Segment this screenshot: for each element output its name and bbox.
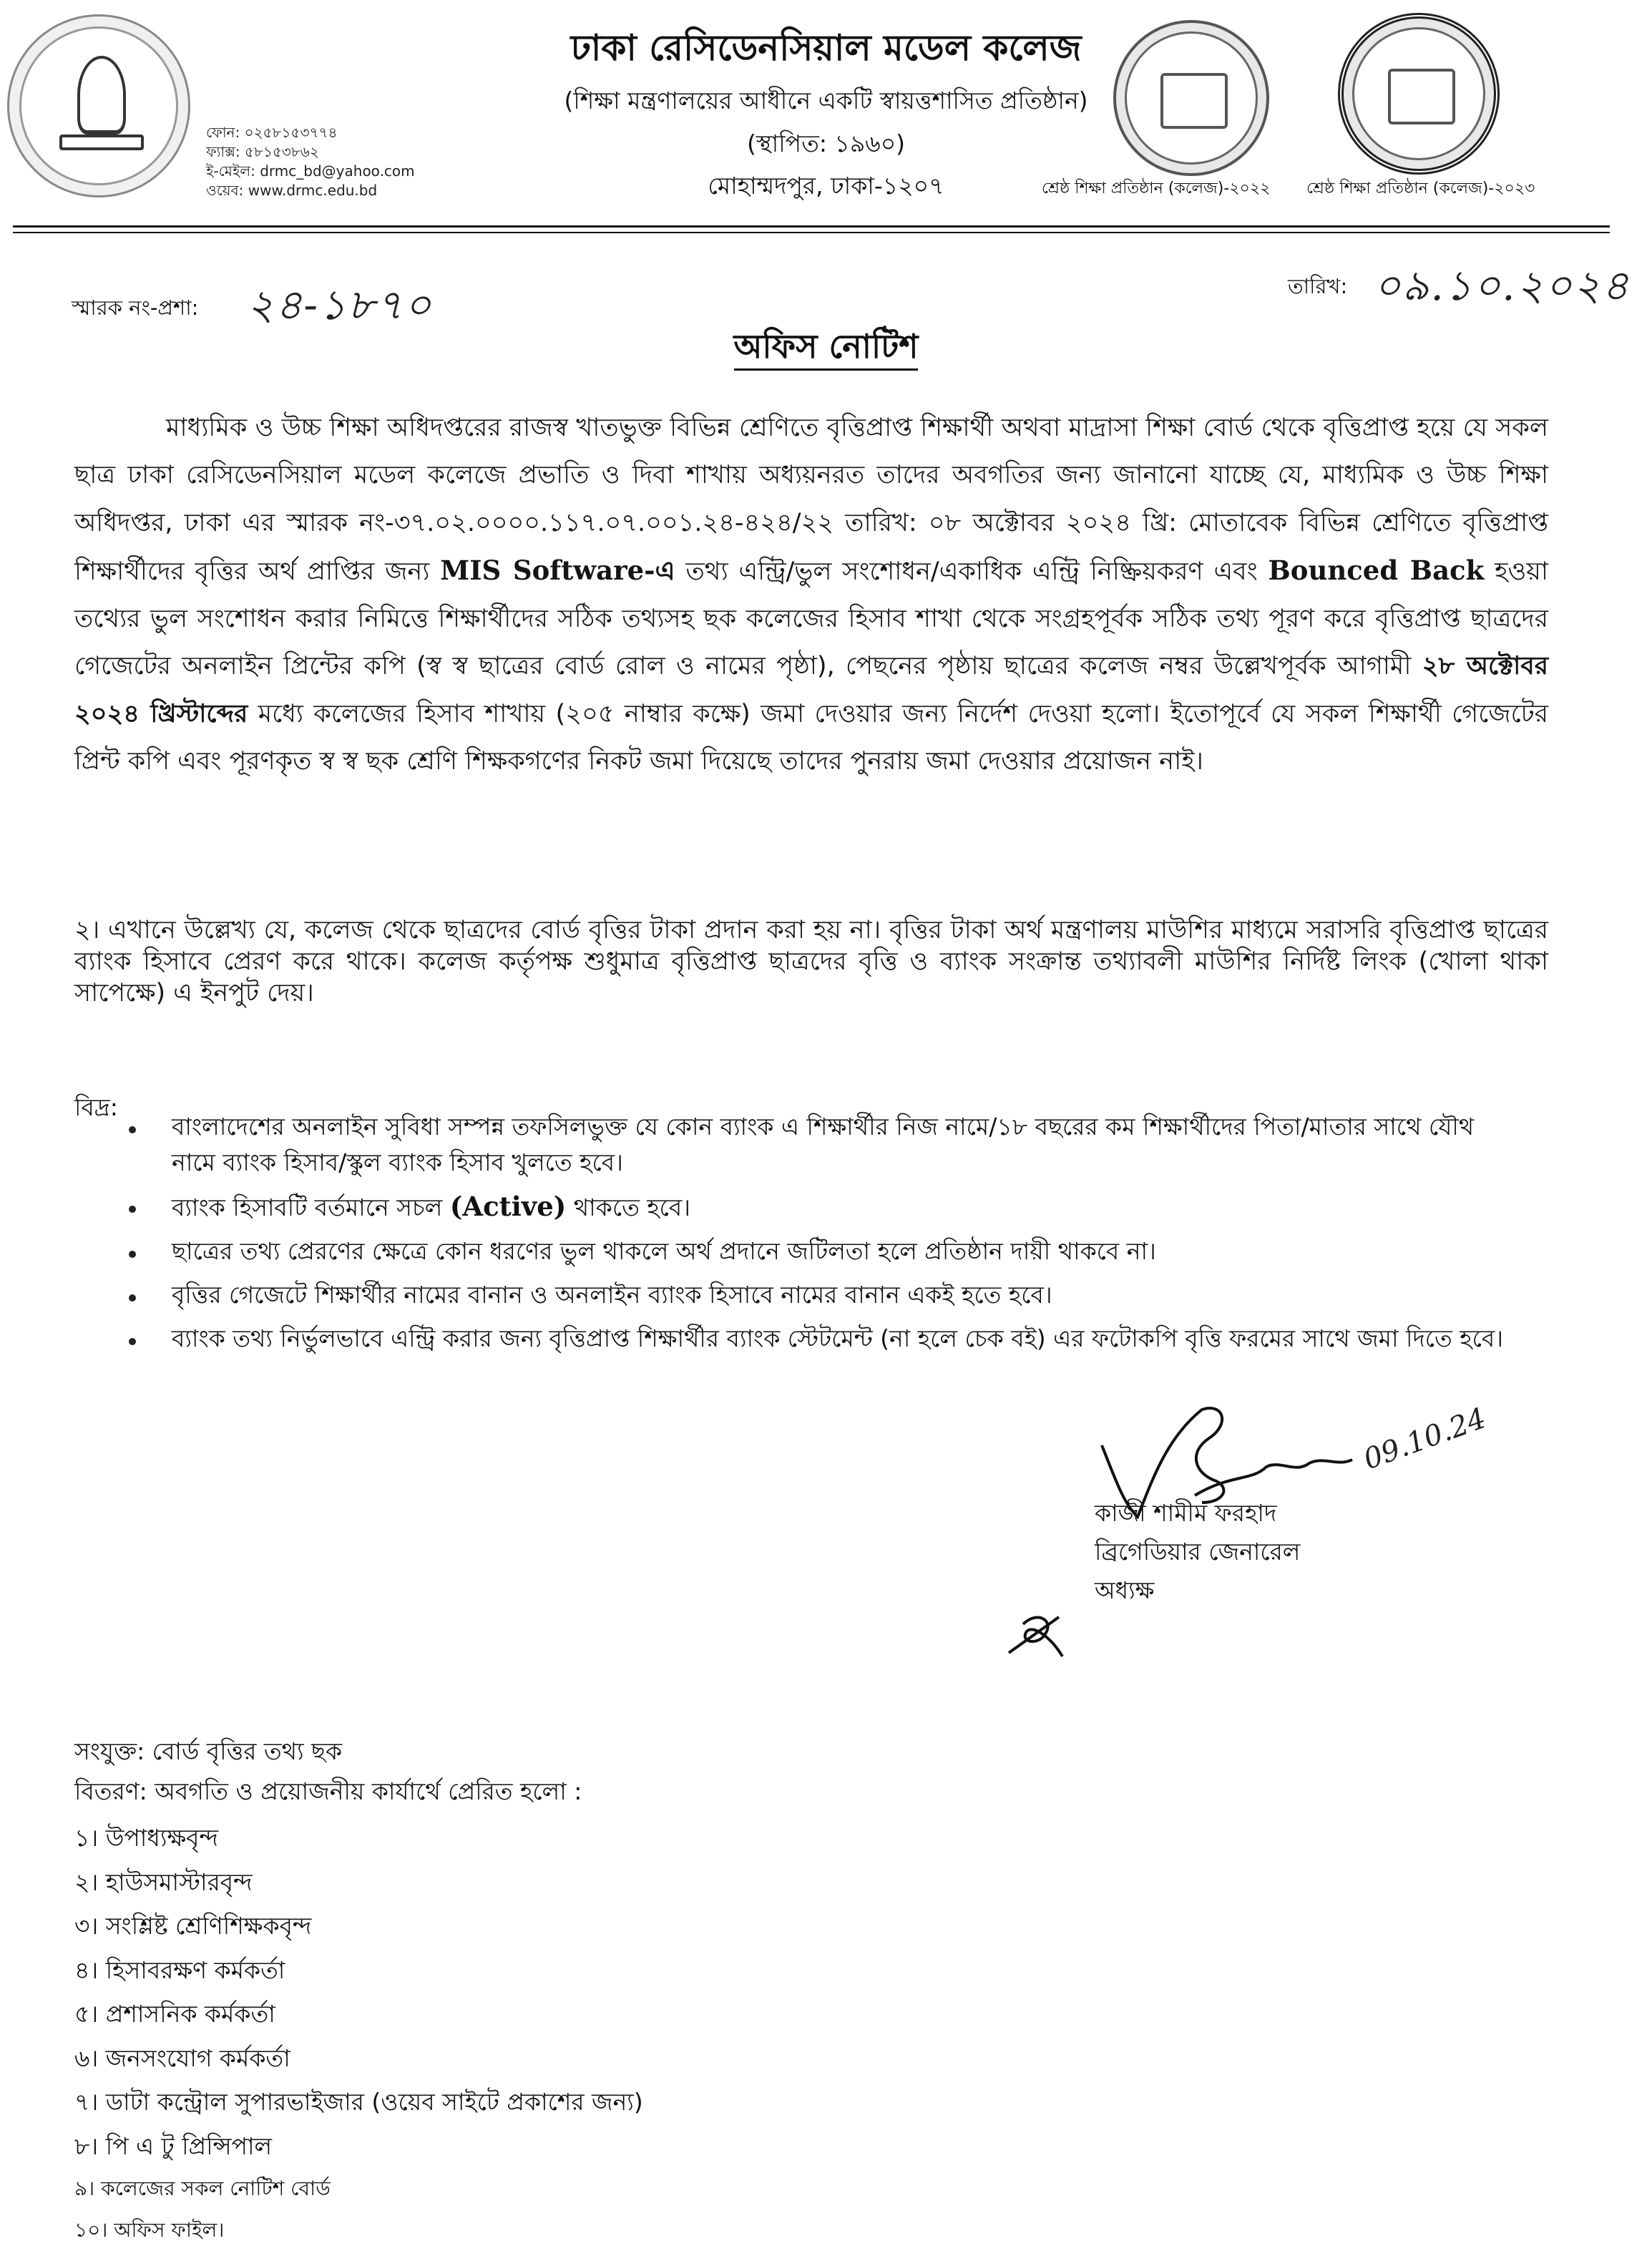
note-item: বাংলাদেশের অনলাইন সুবিধা সম্পন্ন তফসিলভুক্ত যে কোন ব্যাংক এ শিক্ষার্থীর নিজ নামে/১৮ বছরের কম শিক্ষার্থীদের পিতা/মাতার সাথে যৌথ নামে ব্যাংক হিসাব/স্কুল ব্যাংক হিসাব খুলতে হবে। — [129, 1109, 1517, 1181]
initial-mark — [1002, 1603, 1066, 1660]
contact-fax: ফ্যাক্স: ৫৮১৫৩৮৬২ — [206, 143, 319, 160]
note-item: ব্যাংক তথ্য নির্ভুলভাবে এন্ট্রি করার জন্য বৃত্তিপ্রাপ্ত শিক্ষার্থীর ব্যাংক স্টেটমেন্ট (না হলে চেক বই) এর ফটোকপি বৃত্তি ফরমের সাথে জমা দিতে হবে। — [129, 1321, 1517, 1357]
para1-text-4: মধ্যে কলেজের হিসাব শাখায় (২০৫ নাম্বার কক্ষে) জমা দেওয়ার জন্য নির্দেশ দেওয়া হলো। ইতোপূর্বে যে সকল শিক্ষার্থী গেজেটের প্রিন্ট কপি এবং পূরণকৃত স্ব স্ব ছক শ্রেণি শিক্ষকগণের নিকট জমা দিয়েছে তাদের পুনরায় জমা দেওয়ার প্রয়োজন নাই। — [74, 699, 1548, 776]
note-item: ছাত্রের তথ্য প্রেরণের ক্ষেত্রে কোন ধরণের ভুল থাকলে অর্থ প্রদানে জটিলতা হলে প্রতিষ্ঠান দায়ী থাকবে না। — [129, 1234, 1517, 1269]
distribution-item: ৮। পি এ টু প্রিন্সিপাল — [74, 2132, 273, 2160]
award-caption-2023: শ্রেষ্ঠ শিক্ষা প্রতিষ্ঠান (কলেজ)-২০২৩ — [1306, 180, 1535, 197]
award-caption-2022: শ্রেষ্ঠ শিক্ষা প্রতিষ্ঠান (কলেজ)-২০২২ — [1042, 180, 1271, 197]
enclosure: সংযুক্ত: বোর্ড বৃত্তির তথ্য ছক — [74, 1737, 343, 1765]
paragraph-1 — [74, 404, 1548, 785]
note-item-2-post: থাকতে হবে। — [566, 1193, 691, 1221]
distribution-item: ৬। জনসংযোগ কর্মকর্তা — [74, 2044, 290, 2072]
note-label: বিদ্র: — [74, 1093, 118, 1121]
distribution-item: ৩। সংশ্লিষ্ট শ্রেণিশিক্ষকবৃন্দ — [74, 1912, 312, 1940]
college-name: ঢাকা রেসিডেনসিয়াল মডেল কলেজ — [570, 27, 1082, 69]
award-seal-2022 — [1113, 20, 1269, 176]
date-label: তারিখ: — [1288, 274, 1348, 298]
para1-text-3: হওয়া তথ্যের ভুল সংশোধন করার নিমিত্তে শিক্ষার্থীদের সঠিক তথ্যসহ ছক কলেজের হিসাব শাখা থেকে সংগ্রহপূর্বক সঠিক তথ্য পূরণ করে বৃত্তিপ্রাপ্ত ছাত্রদের গেজেটের অনলাইন প্রিন্টের কপি (স্ব স্ব ছাত্রের বোর্ড রোল ও নামের পৃষ্ঠা), পেছনের পৃষ্ঠায় ছাত্রের কলেজ নম্বর উল্লেখপূর্বক আগামী — [74, 557, 1548, 681]
notice-title-text: অফিস নোটিশ — [734, 327, 919, 371]
distribution-item: ২। হাউসমাস্টারবৃন্দ — [74, 1867, 253, 1896]
contact-email: ই-মেইল: drmc_bd@yahoo.com — [206, 162, 415, 180]
contact-web: ওয়েব: www.drmc.edu.bd — [206, 182, 378, 199]
notice-date: ০৯.১০.২০২৪ — [1374, 261, 1631, 310]
established-year: (স্থাপিত: ১৯৬০) — [746, 130, 906, 157]
note-item-2-pre: ব্যাংক হিসাবটি বর্তমানে সচল — [172, 1193, 450, 1221]
note-item-2-active: (Active) — [449, 1191, 567, 1222]
signatory-rank: ব্রিগেডিয়ার জেনারেল — [1095, 1538, 1301, 1566]
para1-text-2: তথ্য এন্ট্রি/ভুল সংশোধন/একাধিক এন্ট্রি নিষ্ক্রিয়করণ এবং — [675, 557, 1269, 586]
para1-text-1: মাধ্যমিক ও উচ্চ শিক্ষা অধিদপ্তরের রাজস্ব খাতভুক্ত বিভিন্ন শ্রেণিতে বৃত্তিপ্রাপ্ত শিক্ষার্থী অথবা মাদ্রাসা শিক্ষা বোর্ড থেকে বৃত্তিপ্রাপ্ত হয়ে যে সকল ছাত্র ঢাকা রেসিডেনসিয়াল মডেল কলেজে প্রভাতি ও দিবা শাখায় অধ্যয়নরত তাদের অবগতির জন্য জানানো যাচ্ছে যে, মাধ্যমিক ও উচ্চ শিক্ষা অধিদপ্তর, ঢাকা এর স্মারক নং-৩৭.০২.০০০০.১১৭.০৭.০০১.২৪-৪২৪/২২ তারিখ: ০৮ অক্টোবর ২০২৪ খ্রি: মোতাবেক বিভিন্ন শ্রেণিতে বৃত্তিপ্রাপ্ত শিক্ষার্থীদের বৃত্তির অর্থ প্রাপ্তির জন্য — [74, 414, 1548, 586]
building-icon — [1388, 69, 1455, 124]
paragraph-2: ২। এখানে উল্লেখ্য যে, কলেজ থেকে ছাত্রদের বোর্ড বৃত্তির টাকা প্রদান করা হয় না। বৃত্তির টাকা অর্থ মন্ত্রণালয় মাউশির মাধ্যমে সরাসরি বৃত্তিপ্রাপ্ত ছাত্রের ব্যাংক হিসাবে প্রেরণ করে থাকে। কলেজ কর্তৃপক্ষ শুধুমাত্র বৃত্তিপ্রাপ্ত ছাত্রদের বৃত্তি ও ব্যাংক সংক্রান্ত তথ্যাবলী মাউশির নির্দিষ্ট লিংক (খোলা থাকা সাপেক্ষে) এ ইনপুট দেয়। — [74, 916, 1548, 1007]
distribution-list — [74, 1816, 643, 2251]
distribution-label: বিতরণ: অবগতি ও প্রয়োজনীয় কার্যার্থে প্রেরিত হলো : — [74, 1777, 582, 1805]
note-list — [129, 1109, 1517, 1364]
award-seal-2023 — [1338, 13, 1500, 175]
college-subtitle: (শিক্ষা মন্ত্রণালয়ের আধীনে একটি স্বায়ত্তশাসিত প্রতিষ্ঠান) — [564, 87, 1088, 114]
memo-label: স্মারক নং-প্রশা: — [72, 296, 199, 320]
distribution-item: ৯। কলেজের সকল নোটিশ বোর্ড — [74, 2177, 331, 2200]
distribution-item: ১। উপাধ্যক্ষবৃন্দ — [74, 1824, 219, 1852]
distribution-item: ৭। ডাটা কন্ট্রোল সুপারভাইজার (ওয়েব সাইটে প্রকাশের জন্য) — [74, 2088, 643, 2116]
note-item: বৃত্তির গেজেটে শিক্ষার্থীর নামের বানান ও অনলাইন ব্যাংক হিসাবে নামের বানান একই হতে হবে। — [129, 1277, 1517, 1313]
signature-date: 09.10.24 — [1359, 1402, 1491, 1477]
header-divider — [13, 225, 1610, 228]
distribution-item: ৫। প্রশাসনিক কর্মকর্তা — [74, 2000, 275, 2028]
distribution-item: ৪। হিসাবরক্ষণ কর্মকর্তা — [74, 1955, 285, 1984]
header-divider-thin — [13, 232, 1610, 233]
distribution-item: ১০। অফিস ফাইল। — [74, 2218, 225, 2242]
signatory-block — [1095, 1494, 1300, 1610]
signatory-designation: অধ্যক্ষ — [1095, 1576, 1155, 1604]
college-address: মোহাম্মদপুর, ঢাকা-১২০৭ — [708, 172, 944, 200]
contact-phone: ফোন: ০২৫৮১৫৩৭৭৪ — [206, 124, 338, 141]
note-item — [129, 1188, 1517, 1226]
para1-bold-mis: MIS Software-এ — [440, 554, 675, 586]
building-icon — [1160, 73, 1228, 129]
signatory-name: কাজী শামীম ফরহাদ — [1095, 1499, 1277, 1527]
memo-number: ২৪-১৮৭০ — [247, 280, 433, 329]
para1-bold-deadline: ২৮ অক্টোবর ২০২৪ খ্রিস্টাব্দের — [74, 652, 1549, 728]
notice-title — [0, 322, 1652, 376]
para1-bold-bounced: Bounced Back — [1268, 554, 1485, 586]
